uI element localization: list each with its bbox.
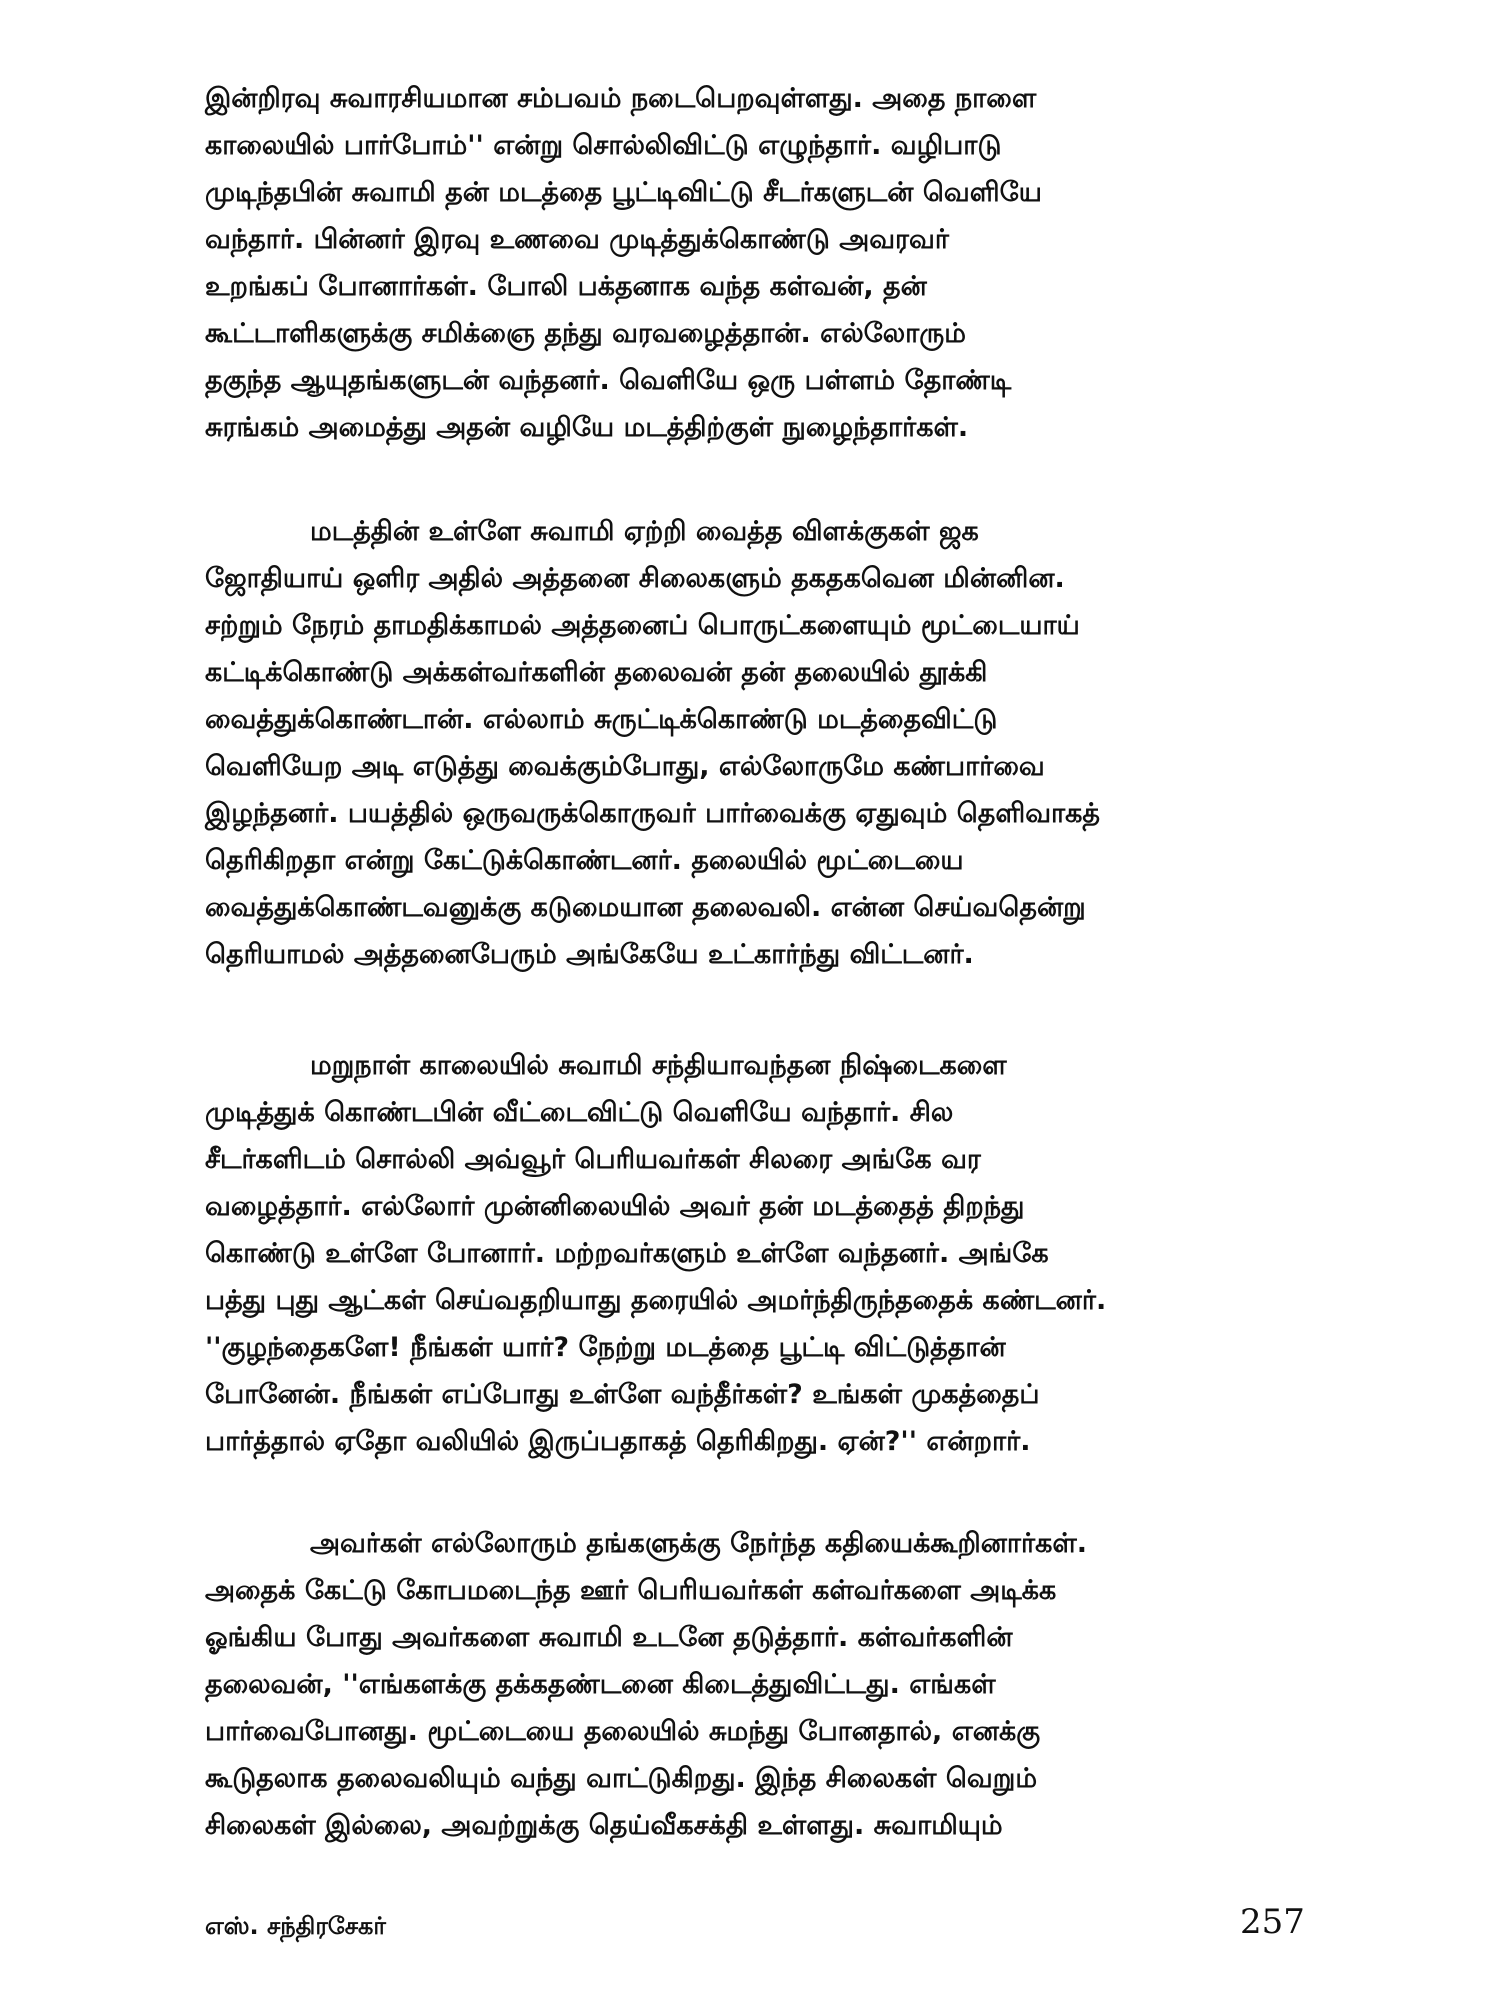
paragraph-2 — [205, 508, 1305, 978]
text-line: இழந்தனர். பயத்தில் ஒருவருக்கொருவர் பார்வைக்கு ஏதுவும் தெளிவாகத் — [205, 798, 1100, 829]
author-name: எஸ். சந்திரசேகர் — [205, 1912, 386, 1940]
paragraph-3 — [205, 1042, 1305, 1465]
text-line: மறுநாள் காலையில் சுவாமி சந்தியாவந்தன நிஷ்டைகளை — [310, 1050, 1007, 1081]
text-line: ஓங்கிய போது அவர்களை சுவாமி உடனே தடுத்தார். கள்வர்களின் — [205, 1622, 1013, 1653]
text-line: முடித்துக் கொண்டபின் வீட்டைவிட்டு வெளியே வந்தார். சில — [205, 1097, 954, 1128]
paragraph-1 — [205, 75, 1305, 451]
text-line: சீடர்களிடம் சொல்லி அவ்வூர் பெரியவர்கள் சிலரை அங்கே வர — [205, 1144, 981, 1175]
text-line: உறங்கப் போனார்கள். போலி பக்தனாக வந்த கள்வன், தன் — [205, 271, 927, 302]
text-line: ஜோதியாய் ஒளிர அதில் அத்தனை சிலைகளும் தகதகவென மின்னின. — [205, 563, 1065, 594]
text-line: போனேன். நீங்கள் எப்போது உள்ளே வந்தீர்கள்? உங்கள் முகத்தைப் — [205, 1379, 1040, 1410]
text-line: கொண்டு உள்ளே போனார். மற்றவர்களும் உள்ளே வந்தனர். அங்கே — [205, 1238, 1049, 1269]
text-line: முடிந்தபின் சுவாமி தன் மடத்தை பூட்டிவிட்டு சீடர்களுடன் வெளியே — [205, 177, 1042, 208]
text-line: சற்றும் நேரம் தாமதிக்காமல் அத்தனைப் பொருட்களையும் மூட்டையாய் — [205, 610, 1080, 641]
text-line: கூட்டாளிகளுக்கு சமிக்ஞை தந்து வரவழைத்தான். எல்லோரும் — [205, 318, 967, 349]
text-line: கட்டிக்கொண்டு அக்கள்வர்களின் தலைவன் தன் தலையில் தூக்கி — [205, 657, 988, 688]
text-line: தகுந்த ஆயுதங்களுடன் வந்தனர். வெளியே ஒரு பள்ளம் தோண்டி — [205, 365, 1012, 396]
text-line: தெரியாமல் அத்தனைபேரும் அங்கேயே உட்கார்ந்து விட்டனர். — [205, 939, 974, 970]
text-line: ''குழந்தைகளே! நீங்கள் யார்? நேற்று மடத்தை பூட்டி விட்டுத்தான் — [205, 1332, 1006, 1363]
page-number: 257 — [1240, 1902, 1305, 1942]
text-line: தலைவன், ''எங்களக்கு தக்கதண்டனை கிடைத்துவிட்டது. எங்கள் — [205, 1669, 996, 1700]
text-line: தெரிகிறதா என்று கேட்டுக்கொண்டனர். தலையில் மூட்டையை — [205, 845, 964, 876]
text-line: கூடுதலாக தலைவலியும் வந்து வாட்டுகிறது. இந்த சிலைகள் வெறும் — [205, 1763, 1038, 1794]
paragraph-4 — [205, 1520, 1305, 1849]
text-line: சுரங்கம் அமைத்து அதன் வழியே மடத்திற்குள் நுழைந்தார்கள். — [205, 412, 969, 443]
text-line: பார்வைபோனது. மூட்டையை தலையில் சுமந்து போனதால், எனக்கு — [205, 1716, 1041, 1747]
text-line: வெளியேற அடி எடுத்து வைக்கும்போது, எல்லோருமே கண்பார்வை — [205, 751, 1045, 782]
text-line: வந்தார். பின்னர் இரவு உணவை முடித்துக்கொண்டு அவரவர் — [205, 224, 949, 255]
text-line: சிலைகள் இல்லை, அவற்றுக்கு தெய்வீகசக்தி உள்ளது. சுவாமியும் — [205, 1810, 1003, 1841]
text-line: மடத்தின் உள்ளே சுவாமி ஏற்றி வைத்த விளக்குகள் ஜக — [310, 516, 979, 547]
text-line: காலையில் பார்போம்'' என்று சொல்லிவிட்டு எழுந்தார். வழிபாடு — [205, 130, 1002, 161]
text-line: இன்றிரவு சுவாரசியமான சம்பவம் நடைபெறவுள்ளது. அதை நாளை — [205, 83, 1037, 114]
text-line: பத்து புது ஆட்கள் செய்வதறியாது தரையில் அமர்ந்திருந்ததைக் கண்டனர். — [205, 1285, 1107, 1316]
text-line: வைத்துக்கொண்டான். எல்லாம் சுருட்டிக்கொண்டு மடத்தைவிட்டு — [205, 704, 998, 735]
text-line: அதைக் கேட்டு கோபமடைந்த ஊர் பெரியவர்கள் கள்வர்களை அடிக்க — [205, 1575, 1057, 1606]
text-line: அவர்கள் எல்லோரும் தங்களுக்கு நேர்ந்த கதியைக்கூறினார்கள். — [310, 1528, 1088, 1559]
text-line: வைத்துக்கொண்டவனுக்கு கடுமையான தலைவலி. என்ன செய்வதென்று — [205, 892, 1086, 923]
text-line: வழைத்தார். எல்லோர் முன்னிலையில் அவர் தன் மடத்தைத் திறந்து — [205, 1191, 1025, 1222]
text-line: பார்த்தால் ஏதோ வலியில் இருப்பதாகத் தெரிகிறது. ஏன்?'' என்றார். — [205, 1426, 1031, 1457]
